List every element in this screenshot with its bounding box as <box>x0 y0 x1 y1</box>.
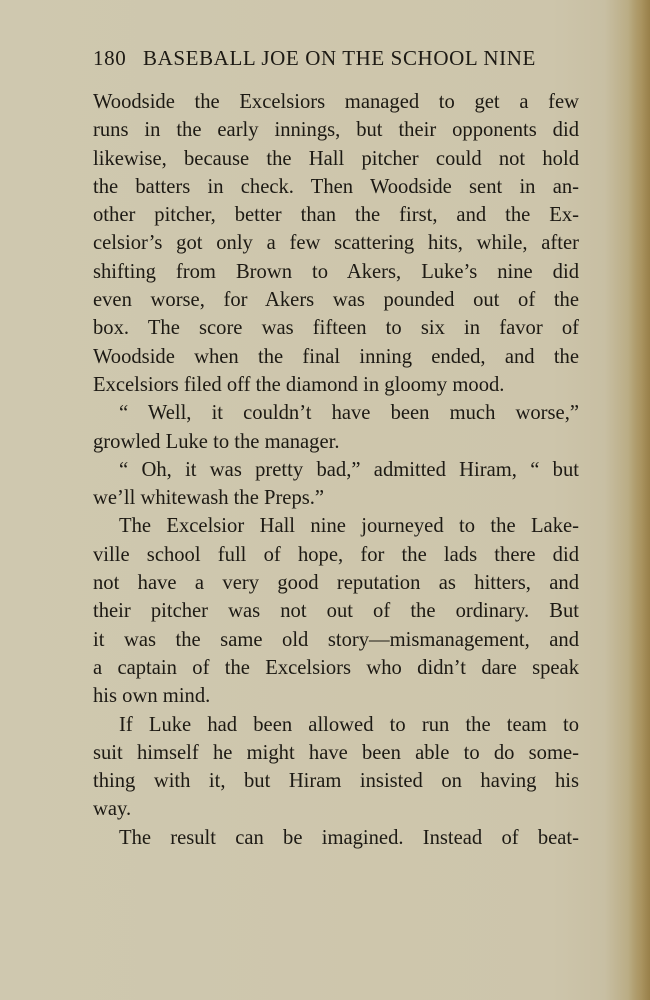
text-line: If Luke had been allowed to run the team to <box>119 713 579 736</box>
text-line: Woodside when the final inning ended, and the <box>93 345 579 368</box>
text-line: ville school full of hope, for the lads there did <box>93 543 579 566</box>
text-line: his own mind. <box>93 685 211 708</box>
text-line: even worse, for Akers was pounded out of the <box>93 289 579 312</box>
text-line: it was the same old story—mismanagement, and <box>93 628 579 651</box>
text-line: thing with it, but Hiram insisted on having his <box>93 770 579 793</box>
page-number: 180 <box>93 46 127 70</box>
text-line: celsior’s got only a few scattering hits, while, after <box>93 232 579 255</box>
running-title: BASEBALL JOE ON THE SCHOOL NINE <box>143 46 536 70</box>
text-line: way. <box>93 798 132 821</box>
text-line: “ Oh, it was pretty bad,” admitted Hiram, “ but <box>119 458 579 481</box>
text-line: likewise, because the Hall pitcher could not hold <box>93 147 579 170</box>
text-line: shifting from Brown to Akers, Luke’s nine did <box>93 260 579 283</box>
body-text <box>93 88 579 852</box>
text-line: the batters in check. Then Woodside sent in an- <box>93 175 579 198</box>
text-line: suit himself he might have been able to do some- <box>93 741 579 764</box>
text-line: box. The score was fifteen to six in favor of <box>93 317 579 340</box>
text-line: a captain of the Excelsiors who didn’t dare speak <box>93 656 579 679</box>
text-line: we’ll whitewash the Preps.” <box>93 487 325 510</box>
text-line: Excelsiors filed off the diamond in gloomy mood. <box>93 373 505 396</box>
text-line: The Excelsior Hall nine journeyed to the Lake- <box>119 515 579 538</box>
text-line: not have a very good reputation as hitters, and <box>93 572 579 595</box>
page-edge-shadow <box>628 0 650 1000</box>
text-line: Woodside the Excelsiors managed to get a few <box>93 91 579 113</box>
text-line: their pitcher was not out of the ordinary. But <box>93 600 579 623</box>
text-line: runs in the early innings, but their opponents did <box>93 119 579 142</box>
text-line: The result can be imagined. Instead of beat- <box>119 826 579 849</box>
text-line: other pitcher, better than the first, and the Ex- <box>93 204 579 227</box>
text-line: “ Well, it couldn’t have been much worse,” <box>119 402 579 425</box>
text-line: growled Luke to the manager. <box>93 430 340 453</box>
running-header <box>93 46 583 76</box>
